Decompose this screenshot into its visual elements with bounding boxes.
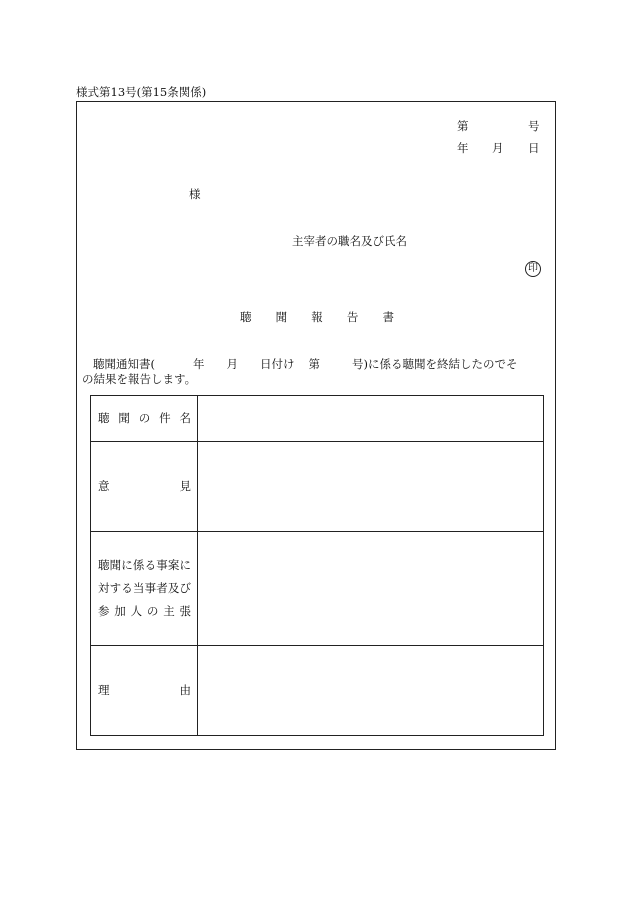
addressee-sama: 様 <box>189 187 201 201</box>
label-opinion: 意 見 <box>91 442 198 532</box>
value-hearing-subject[interactable] <box>198 396 544 442</box>
value-claims[interactable] <box>198 532 544 646</box>
body-part: 号)に係る聴聞を終結したのでそ <box>352 357 518 371</box>
title-char: 聞 <box>275 310 288 324</box>
title-char: 告 <box>346 310 359 324</box>
title-char: 聴 <box>240 310 252 324</box>
label-reason: 理 由 <box>91 646 198 736</box>
label-claims: 聴 聞 に 係 る 事 案 に 対 す る 当 事 者 及 び 参 加 人 の 主 張 <box>91 532 198 646</box>
body-text-line1 <box>93 356 518 372</box>
document-title <box>240 309 394 325</box>
seal-mark: 印 <box>525 261 541 277</box>
signer-label: 主宰者の職名及び氏名 <box>292 234 407 248</box>
doc-number-dai: 第 <box>457 119 469 133</box>
table-row <box>91 396 544 442</box>
body-part: 月 <box>226 357 238 371</box>
table-row <box>91 532 544 646</box>
body-part: 年 <box>193 357 205 371</box>
value-reason[interactable] <box>198 646 544 736</box>
body-part: 第 <box>308 357 320 371</box>
value-opinion[interactable] <box>198 442 544 532</box>
body-text-line2: の結果を報告します。 <box>82 372 197 386</box>
date-day: 日 <box>528 141 540 155</box>
body-part: 聴聞通知書( <box>93 357 155 371</box>
doc-number-go: 号 <box>528 119 540 133</box>
report-table <box>90 395 544 736</box>
table-row <box>91 646 544 736</box>
date-year: 年 <box>457 141 469 155</box>
form-number-label: 様式第13号(第15条関係) <box>76 85 207 99</box>
table-row <box>91 442 544 532</box>
title-char: 書 <box>382 310 394 324</box>
label-hearing-subject: 聴 聞 の 件 名 <box>91 396 198 442</box>
title-char: 報 <box>311 310 323 324</box>
body-part: 日付け <box>260 357 295 371</box>
date-month: 月 <box>492 141 504 155</box>
